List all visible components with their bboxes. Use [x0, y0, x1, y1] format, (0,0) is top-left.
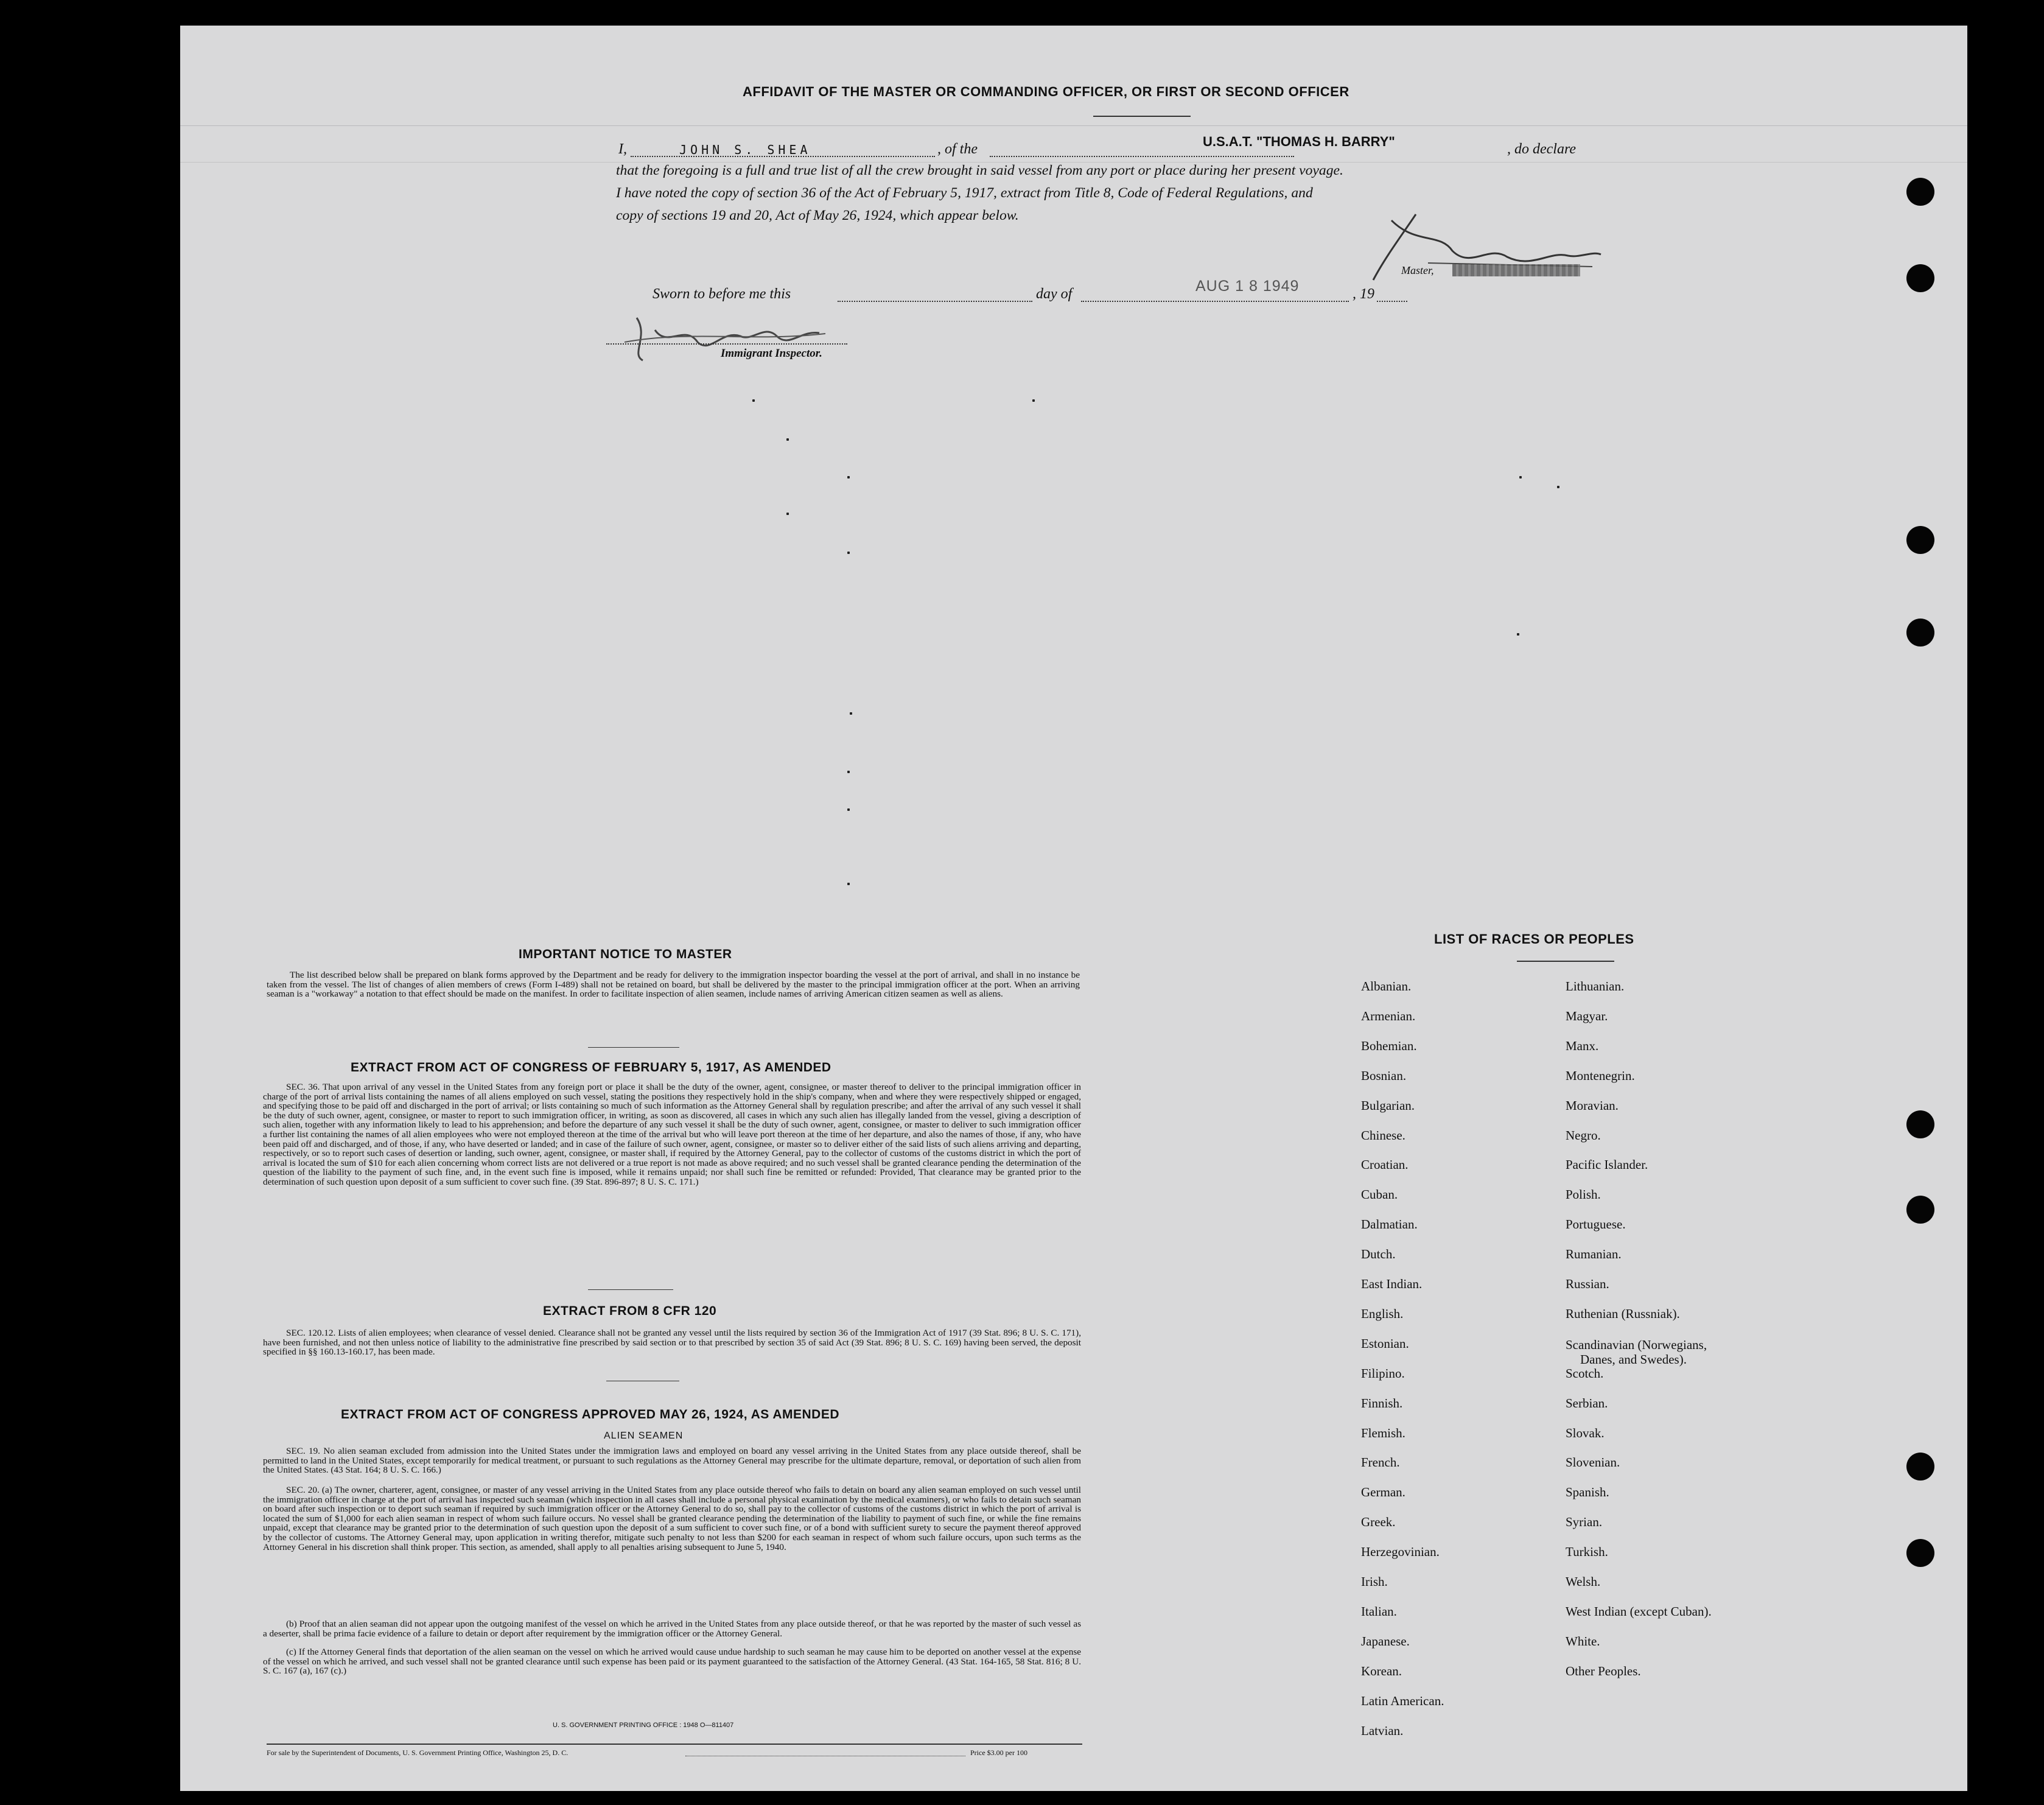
footer-rule: [267, 1744, 1082, 1745]
race-item: Herzegovinian.: [1361, 1544, 1440, 1560]
extract-1917-body: SEC. 36. That upon arrival of any vessel in the United States from any foreign port or place it shall be the duty of the owner, agent, consignee, or master thereof to deliver to the principal immigration officer in charge of the port of arrival lists containing the names of all aliens employed on such vessel, stating the positions they respectively hold in the ship's company, when and where they were respectively shipped or engaged, and specifying those to be paid off and discharged in the port of arrival; or lists containing so much of such information as the Attorney General shall by regulation prescribe; and after the arrival of any such vessel it shall be the duty of such owner, agent, consignee, or master to report to such immigration officer, in writing, as soon as discovered, all cases in which any such alien has illegally landed from the vessel, giving a description of such alien, together with any information likely to lead to his apprehension; and before the departure of any such vessel it shall be the duty of such owner, agent, consignee, or master to deliver to such immigration officer a further list containing the names of all alien employees who were not employed thereon at the time of the arrival but who will leave port thereon at the time of her departure, and also the names of those, if any, who have been paid off and discharged, and of those, if any, who have deserted or landed; and in case of the failure of such owner, agent, consignee, or master so to deliver either of the said lists of such aliens arriving and departing, respectively, or so to report such cases of desertion or landing, such owner, agent, consignee, or master shall, if required by the Attorney General, pay to the collector of customs of the customs district in which the port of arrival is located the sum of $10 for each alien concerning whom correct lists are not delivered or a true report is not made as above required; and no such vessel shall be granted clearance pending the determination of the question of the liability to the payment of such fine, and, in the event such fine is imposed, while it remains unpaid; nor shall such fine be remitted or refunded: Provided, That clearance may be granted prior to the determination of such question upon deposit of a sum sufficient to cover such fine. (39 Stat. 896-897; 8 U. S. C. 171.): [263, 1082, 1081, 1187]
race-item: Flemish.: [1361, 1425, 1405, 1440]
race-item: Filipino.: [1361, 1365, 1405, 1381]
race-item: Latvian.: [1361, 1723, 1404, 1738]
scan-line: [180, 125, 1967, 126]
sworn-label: Sworn to before me this: [653, 286, 791, 302]
race-item: Welsh.: [1566, 1574, 1601, 1589]
race-item: Korean.: [1361, 1663, 1402, 1678]
extract-1917-heading: EXTRACT FROM ACT OF CONGRESS OF FEBRUARY 5, 1917, AS AMENDED: [351, 1060, 831, 1074]
extract-1924-sec20a: SEC. 20. (a) The owner, charterer, agent, consignee, or master of any vessel arriving in the United States from any place outside thereof who fails to detain on board any alien seaman employed on such vessel until the immigration officer in charge at the port of arrival has inspected such seaman (which inspection in all cases shall include a personal physical examination by the medical examiners), or who fails to detain such seaman on board after such inspection or to deport such seaman if required by such immigration officer or the Attorney General to do so, shall pay to the collector of customs of the customs district in which the port of arrival is located the sum of $1,000 for each alien seaman in respect of whom such failure occurs. No vessel shall be granted clearance pending the determination of the liability to payment of such fine, or while the fine remains unpaid, except that clearance may be granted prior to the determination of such question upon the deposit of a sum sufficient to cover such fine, or of a bond with sufficient surety to secure the payment thereof approved by the collector of customs. The Attorney General may, upon application in writing therefor, mitigate such penalty to not less than $200 for each seaman in respect of whom such failure occurs, upon such terms as the Attorney General in his discretion shall think proper. This section, as amended, shall apply to all penalties arising subsequent to June 5, 1940.: [263, 1485, 1081, 1552]
race-item: Turkish.: [1566, 1544, 1608, 1560]
heading-rule: [1093, 116, 1191, 117]
sworn-month-line: [1081, 301, 1349, 302]
punch-hole-5: [1906, 1110, 1934, 1138]
race-item: Other Peoples.: [1566, 1663, 1641, 1678]
speck: [847, 552, 850, 554]
punch-hole-3: [1906, 526, 1934, 554]
race-item: Serbian.: [1566, 1395, 1608, 1411]
punch-hole-2: [1906, 264, 1934, 292]
race-item: English.: [1361, 1306, 1404, 1321]
race-item: Moravian.: [1566, 1098, 1619, 1113]
struck-title: [1452, 264, 1580, 276]
race-item: Greek.: [1361, 1515, 1396, 1530]
race-item: German.: [1361, 1485, 1405, 1500]
vessel-name: U.S.A.T. "THOMAS H. BARRY": [1203, 134, 1395, 149]
race-item: Danes, and Swedes).: [1580, 1351, 1687, 1367]
race-item: Japanese.: [1361, 1633, 1410, 1649]
affidavit-line-3: I have noted the copy of section 36 of the Act of February 5, 1917, extract from Title 8, Code of Federal Regulations, and: [616, 185, 1313, 201]
race-item: Ruthenian (Russniak).: [1566, 1306, 1680, 1321]
race-item: Slovak.: [1566, 1425, 1605, 1440]
race-item: Dalmatian.: [1361, 1217, 1418, 1232]
race-item: Polish.: [1566, 1187, 1601, 1202]
race-item: Chinese.: [1361, 1127, 1405, 1143]
race-item: Bulgarian.: [1361, 1098, 1415, 1113]
speck: [847, 771, 850, 773]
race-item: Syrian.: [1566, 1515, 1603, 1530]
extract-1924-sec20b: (b) Proof that an alien seaman did not appear upon the outgoing manifest of the vessel on which he arrived in the United States from any place outside thereof, or that he was reported by the master of such vessel as a deserter, shall be prima facie evidence of a failure to detain or deport after requirement by the immigration officer or the Attorney General.: [263, 1619, 1081, 1639]
extract-1924-heading: EXTRACT FROM ACT OF CONGRESS APPROVED MAY 26, 1924, AS AMENDED: [341, 1407, 840, 1421]
extract-cfr-body: SEC. 120.12. Lists of alien employees; when clearance of vessel denied. Clearance shall not be granted any vessel until the lists required by section 36 of the Immigration Act of 1917 (39 Stat. 896; 8 U. S. C. 171), have been furnished, and not then unless notice of liability to the administrative fine prescribed by said section or to that prescribed by section 35 of said Act (39 Stat. 896; 8 U. S. C. 169) having been served, the deposit specified in §§ 160.13-160.17, has been made.: [263, 1328, 1081, 1358]
notice-body: The list described below shall be prepared on blank forms approved by the Department and be ready for delivery to the immigration inspector boarding the vessel at the port of arrival, and shall in no instance be taken from the vessel. The list of changes of alien members of crews (Form I-489) shall not be retained on board, but shall be delivered by the master to the principal immigration officer at the port. When an arriving seaman is a "workaway" a notation to that effect should be made on the manifest. In order to facilitate inspection of alien seamen, include names of arriving American citizen seamen as well as aliens.: [267, 970, 1080, 1000]
form-page: [180, 26, 1967, 1791]
of-the-label: , of the: [937, 141, 978, 157]
race-item: Irish.: [1361, 1574, 1388, 1589]
race-item: Croatian.: [1361, 1157, 1409, 1172]
do-declare-label: , do declare: [1507, 141, 1577, 157]
race-item: Portuguese.: [1566, 1217, 1626, 1232]
race-item: Bosnian.: [1361, 1068, 1407, 1083]
footer-sale-note: For sale by the Superintendent of Documents, U. S. Government Printing Office, Washington 25, D. C.: [267, 1748, 569, 1757]
printing-office-note: U. S. GOVERNMENT PRINTING OFFICE : 1948 O—811407: [553, 1722, 734, 1729]
punch-hole-4: [1906, 619, 1934, 647]
speck: [850, 712, 852, 715]
race-item: Russian.: [1566, 1277, 1609, 1291]
race-item: Armenian.: [1361, 1008, 1416, 1023]
speck: [1517, 633, 1519, 636]
race-item: White.: [1566, 1633, 1600, 1649]
race-item: Albanian.: [1361, 979, 1412, 994]
race-item: Cuban.: [1361, 1187, 1398, 1202]
race-item: Rumanian.: [1566, 1247, 1622, 1262]
speck: [752, 399, 755, 402]
speck: [786, 513, 789, 515]
punch-hole-8: [1906, 1539, 1934, 1567]
notice-rule: [588, 1047, 679, 1048]
punch-hole-7: [1906, 1453, 1934, 1481]
sworn-year-line: [1377, 301, 1407, 302]
race-item: Latin American.: [1361, 1693, 1444, 1708]
race-item: East Indian.: [1361, 1277, 1423, 1291]
races-heading: LIST OF RACES OR PEOPLES: [1434, 931, 1634, 947]
affidavit-line-4: copy of sections 19 and 20, Act of May 26, 1924, which appear below.: [616, 208, 1019, 223]
year-label: , 19: [1353, 286, 1374, 302]
race-item: Estonian.: [1361, 1336, 1409, 1351]
sworn-day-line: [838, 301, 1032, 302]
pronoun-i: I,: [618, 141, 627, 157]
race-item: Finnish.: [1361, 1395, 1403, 1411]
race-item: Negro.: [1566, 1127, 1601, 1143]
race-item: French.: [1361, 1455, 1400, 1470]
speck: [847, 883, 850, 885]
master-label: Master,: [1401, 264, 1434, 276]
notice-heading: IMPORTANT NOTICE TO MASTER: [519, 947, 732, 961]
punch-hole-6: [1906, 1196, 1934, 1224]
speck: [1557, 486, 1559, 488]
race-item: Manx.: [1566, 1038, 1599, 1053]
race-item: Lithuanian.: [1566, 979, 1625, 994]
footer-price: Price $3.00 per 100: [970, 1748, 1027, 1757]
races-rule: [1517, 961, 1614, 962]
extract-1924-sec20c: (c) If the Attorney General finds that deportation of the alien seaman on the vessel on which he arrived would cause undue hardship to such seaman he may cause him to be deported on another vessel at the expense of the vessel on which he arrived, and such vessel shall not be granted clearance until such expense has been paid or its payment guaranteed to the satisfaction of the Attorney General. (43 Stat. 164-165, 58 Stat. 816; 8 U. S. C. 167 (a), 167 (c).): [263, 1647, 1081, 1677]
race-item: Slovenian.: [1566, 1455, 1620, 1470]
speck: [786, 438, 789, 441]
race-item: West Indian (except Cuban).: [1566, 1603, 1712, 1619]
vessel-name-line: [990, 156, 1294, 157]
speck: [847, 808, 850, 811]
speck: [1519, 476, 1522, 478]
race-item: Scotch.: [1566, 1365, 1604, 1381]
speck: [1032, 399, 1035, 402]
date-stamp: AUG 1 8 1949: [1195, 278, 1300, 295]
affidavit-heading: AFFIDAVIT OF THE MASTER OR COMMANDING OFFICER, OR FIRST OR SECOND OFFICER: [743, 84, 1349, 99]
master-name: JOHN S. SHEA: [679, 142, 811, 157]
race-item: Bohemian.: [1361, 1038, 1417, 1053]
race-item: Magyar.: [1566, 1008, 1608, 1023]
extract-cfr-heading: EXTRACT FROM 8 CFR 120: [543, 1304, 717, 1318]
punch-hole-1: [1906, 178, 1934, 206]
race-item: Scandinavian (Norwegians,: [1566, 1337, 1707, 1352]
speck: [847, 476, 850, 478]
race-item: Dutch.: [1361, 1247, 1396, 1262]
inspector-label: Immigrant Inspector.: [721, 347, 822, 360]
race-item: Pacific Islander.: [1566, 1157, 1648, 1172]
race-item: Italian.: [1361, 1603, 1397, 1619]
extract-1924-subheading: ALIEN SEAMEN: [604, 1431, 684, 1441]
extract-1924-sec19: SEC. 19. No alien seaman excluded from admission into the United States under the immigration laws and employed on board any vessel arriving in the United States from any place outside thereof, shall be permitted to land in the United States, except temporarily for medical treatment, or pursuant to such regulations as the Attorney General may prescribe for the ultimate departure, removal, or deportation of such alien from the United States. (43 Stat. 164; 8 U. S. C. 166.): [263, 1446, 1081, 1476]
affidavit-line-2: that the foregoing is a full and true list of all the crew brought in said vessel from any port or place during her present voyage.: [616, 163, 1343, 178]
extract-1917-rule: [588, 1289, 673, 1290]
race-item: Spanish.: [1566, 1485, 1609, 1500]
inspector-line: [606, 343, 847, 345]
race-item: Montenegrin.: [1566, 1068, 1635, 1083]
day-of-label: day of: [1036, 286, 1073, 302]
